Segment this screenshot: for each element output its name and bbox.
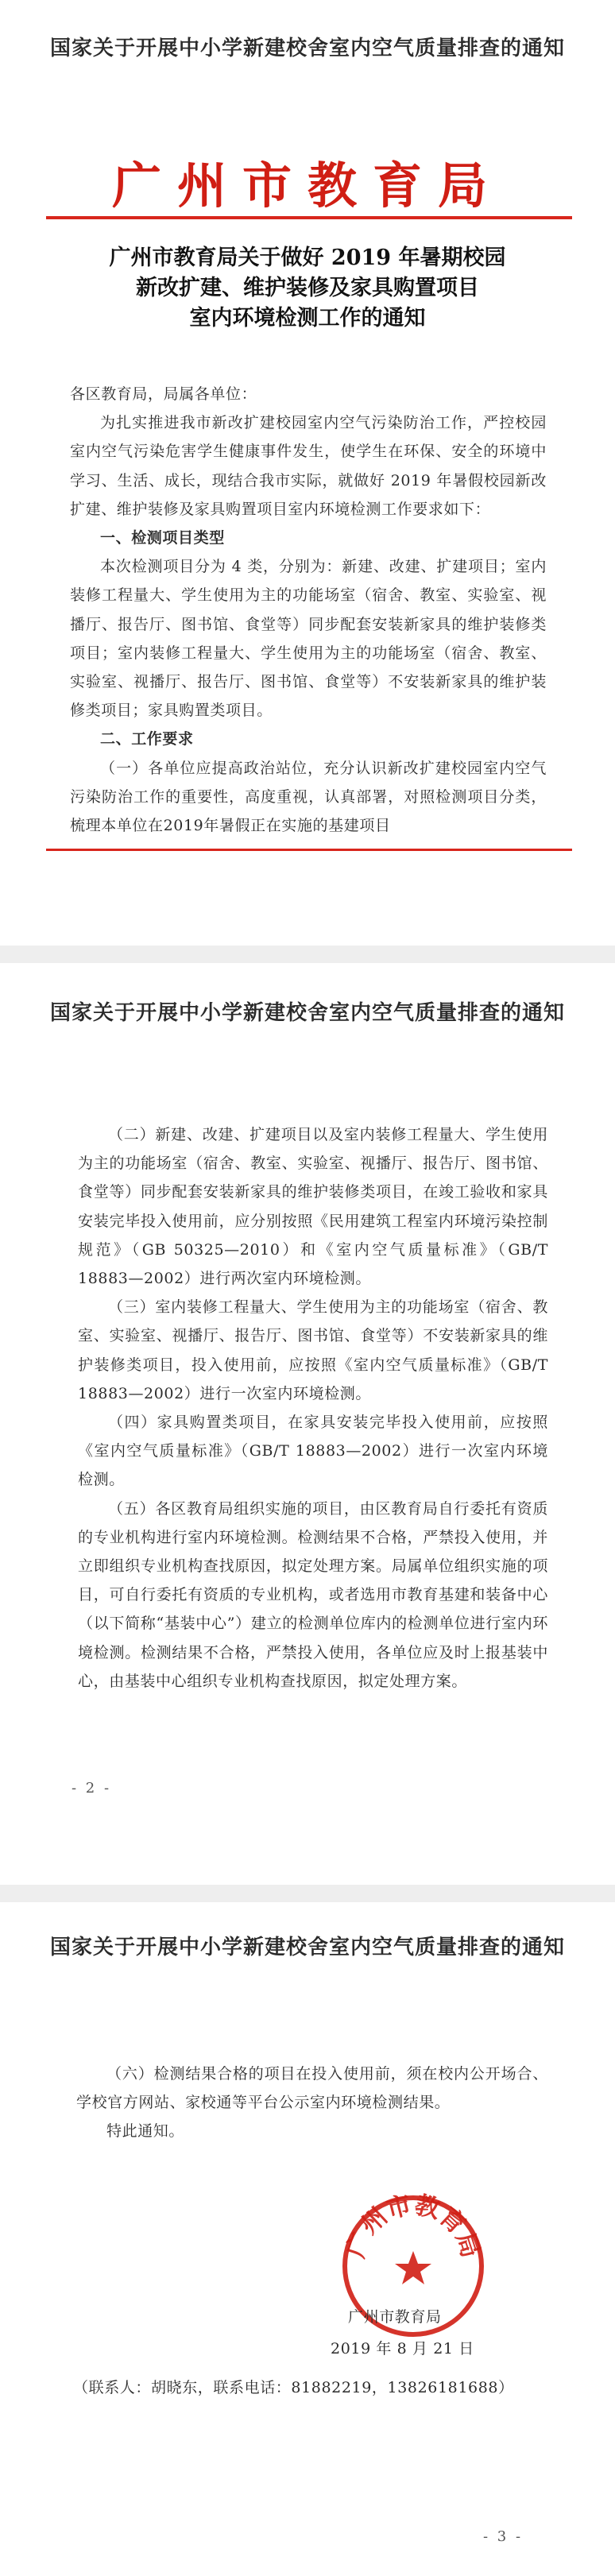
- item-3-paragraph: （三）室内装修工程量大、学生使用为主的功能场室（宿舍、教室、实验室、视播厅、报告厅、图书馆、食堂等）不安装新家具的维护装修类项目，投入使用前，应按照《室内空气质量标准》（GB/T 18883—2002）进行一次室内环境检测。: [78, 1298, 548, 1402]
- title-line: 广州市教育局关于做好 2019 年暑期校园: [109, 246, 506, 270]
- page-1: [0, 0, 615, 953]
- red-rule-top: [46, 216, 572, 219]
- page1-body: [70, 380, 547, 840]
- page-2: [0, 963, 615, 1885]
- seal-text: 广州市教育局: [341, 2191, 485, 2261]
- salutation: 各区教育局，局属各单位：: [70, 385, 257, 403]
- org-name-heading: 广州市教育局: [111, 157, 503, 215]
- page-number: - 3 -: [483, 2528, 524, 2545]
- section-2-heading: 二、工作要求: [100, 730, 194, 748]
- section-1-heading: 一、检测项目类型: [100, 529, 225, 547]
- page3-body: [76, 2060, 548, 2146]
- page-divider: [0, 1885, 615, 1902]
- item-6-paragraph: （六）检测结果合格的项目在投入使用前，须在校内公开场合、学校官方网站、家校通等平台公示室内环境检测结果。: [76, 2065, 548, 2112]
- page-header: 国家关于开展中小学新建校舍室内空气质量排查的通知: [49, 37, 565, 60]
- item-2-paragraph: （二）新建、改建、扩建项目以及室内装修工程量大、学生使用为主的功能场室（宿舍、教室、实验室、视播厅、报告厅、图书馆、食堂等）同步配套安装新家具的维护装修类项目，在竣工验收和家具安装完毕投入使用前，应分别按照《民用建筑工程室内环境污染控制规范》（GB 50325—2010）和《室内空气质量标准》（GB/T 18883—2002）进行两次室内环境检测。: [78, 1126, 548, 1288]
- red-rule-bottom: [46, 849, 572, 851]
- title-line: 室内环境检测工作的通知: [189, 306, 426, 331]
- closing-text: 特此通知。: [106, 2122, 185, 2141]
- item-5-paragraph: （五）各区教育局组织实施的项目，由区教育局自行委托有资质的专业机构进行室内环境检测。检测结果不合格，严禁投入使用，并立即组织专业机构查找原因，拟定处理方案。局属单位组织实施的项目，可自行委托有资质的专业机构，或者选用市教育基建和装备中心（以下简称“基装中心”）建立的检测单位库内的检测单位进行室内环境检测。检测结果不合格，严禁投入使用，各单位应及时上报基装中心，由基装中心组织专业机构查找原因，拟定处理方案。: [78, 1499, 548, 1690]
- section-1-text: 本次检测项目分为 4 类，分别为：新建、改建、扩建项目；室内装修工程量大、学生使用为主的功能场室（宿舍、教室、实验室、视播厅、报告厅、图书馆、食堂等）同步配套安装新家具的维护装修类项目；室内装修工程量大、学生使用为主的功能场室（宿舍、教室、实验室、视播厅、报告厅、图书馆、食堂等）不安装新家具的维护装修类项目；家具购置类项目。: [70, 558, 547, 720]
- page-3: [0, 1902, 615, 2576]
- document-title: [0, 243, 615, 334]
- item-1-paragraph: （一）各单位应提高政治站位，充分认识新改扩建校园室内空气污染防治工作的重要性，高度重视，认真部署，对照检测项目分类，梳理本单位在2019年暑假正在实施的基建项目: [70, 759, 547, 835]
- page2-body: [78, 1120, 548, 1696]
- contact-info: （联系人：胡晓东，联系电话：81882219，13826181688）: [73, 2379, 514, 2396]
- signature-org: 广州市教育局: [348, 2308, 442, 2326]
- svg-text:广州市教育局: [342, 2191, 485, 2261]
- page-header: 国家关于开展中小学新建校舍室内空气质量排查的通知: [49, 1001, 565, 1025]
- title-line: 新改扩建、维护装修及家具购置项目: [136, 276, 479, 300]
- page-number: - 2 -: [72, 1780, 112, 1797]
- item-4-paragraph: （四）家具购置类项目，在家具安装完毕投入使用前，应按照《室内空气质量标准》（GB/T 18883—2002）进行一次室内环境检测。: [78, 1414, 548, 1489]
- page-header: 国家关于开展中小学新建校舍室内空气质量排查的通知: [49, 1936, 565, 1959]
- page-divider: [0, 946, 615, 963]
- signature-date: 2019 年 8 月 21 日: [331, 2340, 474, 2357]
- intro-paragraph: 为扎实推进我市新改扩建校园室内空气污染防治工作，严控校园室内空气污染危害学生健康事件发生，使学生在环保、安全的环境中学习、生活、成长，现结合我市实际，就做好 2019 年暑假校园新改扩建、维护装修及家具购置项目室内环境检测工作要求如下：: [70, 414, 547, 518]
